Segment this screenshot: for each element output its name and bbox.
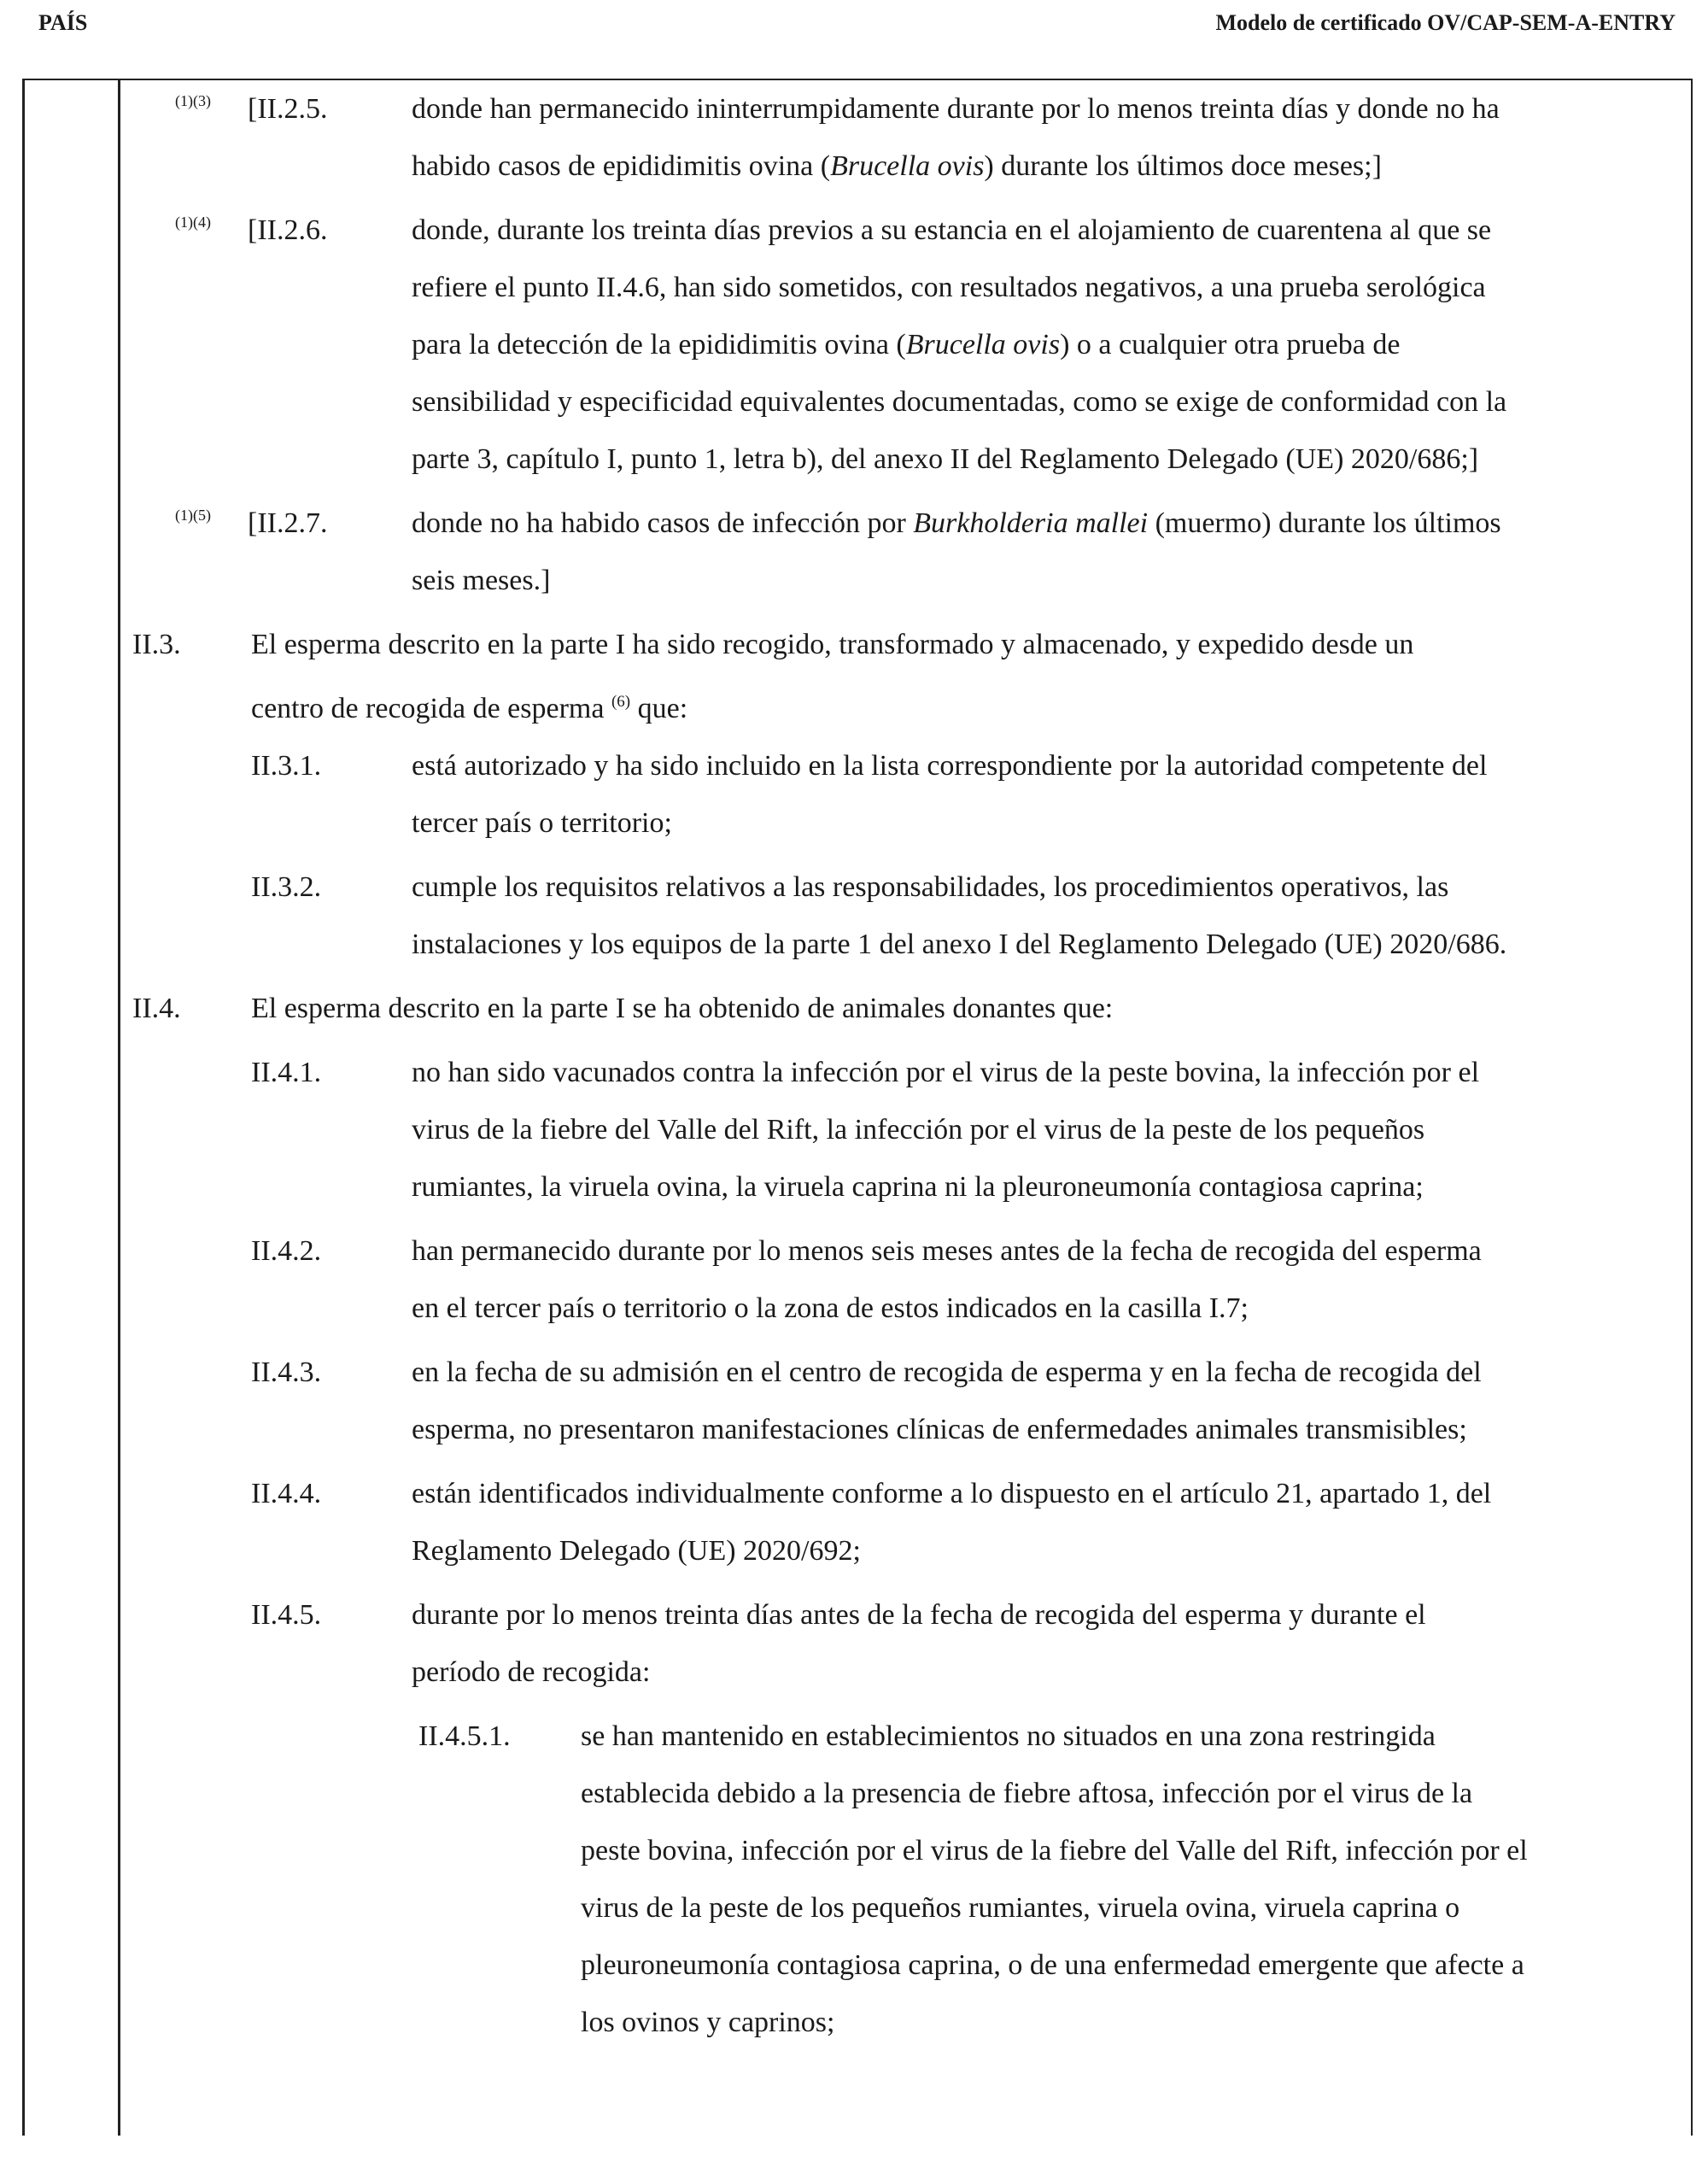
header-country: PAÍS (38, 10, 88, 35)
frame-right-rule (1691, 79, 1693, 2136)
text-line: parte 3, capítulo I, punto 1, letra b), del anexo II del Reglamento Delegado (UE) 2020/686;] (412, 443, 1479, 475)
frame-left-rule (22, 79, 25, 2136)
text-line: los ovinos y caprinos; (581, 2007, 835, 2038)
footnote-ref: (6) (611, 693, 631, 711)
text-line: esperma, no presentaron manifestaciones clínicas de enfermedades animales transmisibles; (412, 1414, 1467, 1445)
text-line: se han mantenido en establecimientos no situados en una zona restringida (581, 1720, 1436, 1752)
text-line: están identificados individualmente conforme a lo dispuesto en el artículo 21, apartado 1, del (412, 1478, 1492, 1509)
frame-top-rule (22, 79, 1693, 80)
text-line: peste bovina, infección por el virus de la fiebre del Valle del Rift, infección por el (581, 1835, 1528, 1866)
text-line: refiere el punto II.4.6, han sido sometidos, con resultados negativos, a una prueba serológica (412, 272, 1486, 303)
text-line: donde, durante los treinta días previos a su estancia en el alojamiento de cuarentena al que se (412, 214, 1492, 246)
text-line: El esperma descrito en la parte I ha sido recogido, transformado y almacenado, y expedido desde un (251, 629, 1414, 660)
point-number: II.4.3. (251, 1357, 322, 1388)
text-line: El esperma descrito en la parte I se ha obtenido de animales donantes que: (251, 993, 1114, 1024)
footnote-ref: (1)(4) (175, 214, 211, 231)
point-number: [II.2.6. (248, 214, 328, 246)
text-line: en la fecha de su admisión en el centro de recogida de esperma y en la fecha de recogida del (412, 1357, 1482, 1388)
point-number: II.4.4. (251, 1478, 322, 1509)
text-line: tercer país o territorio; (412, 807, 672, 839)
point-number: II.3. (132, 629, 181, 660)
point-number: [II.2.7. (248, 507, 328, 539)
text-line: virus de la fiebre del Valle del Rift, la infección por el virus de la peste de los pequeños (412, 1114, 1425, 1146)
text-line: seis meses.] (412, 565, 551, 596)
text-line: han permanecido durante por lo menos seis meses antes de la fecha de recogida del esperma (412, 1235, 1482, 1267)
text-line: está autorizado y ha sido incluido en la lista correspondiente por la autoridad competente del (412, 750, 1488, 782)
text-line: donde no ha habido casos de infección por Burkholderia mallei (muermo) durante los últimos (412, 507, 1501, 539)
text-line: durante por lo menos treinta días antes de la fecha de recogida del esperma y durante el (412, 1599, 1426, 1631)
text-line: no han sido vacunados contra la infección por el virus de la peste bovina, la infección por el (412, 1057, 1480, 1088)
text-line: sensibilidad y especificidad equivalentes documentadas, como se exige de conformidad con la (412, 386, 1507, 418)
footnote-ref: (1)(5) (175, 507, 211, 524)
text-line: pleuroneumonía contagiosa caprina, o de una enfermedad emergente que afecte a (581, 1949, 1524, 1981)
text-line: período de recogida: (412, 1656, 651, 1688)
text-line: donde han permanecido ininterrumpidamente durante por lo menos treinta días y donde no ha (412, 93, 1500, 125)
point-number: II.4.5. (251, 1599, 322, 1631)
point-number: [II.2.5. (248, 93, 328, 125)
text-line: virus de la peste de los pequeños rumiantes, viruela ovina, viruela caprina o (581, 1892, 1460, 1924)
point-number: II.4.2. (251, 1235, 322, 1267)
text-line: habido casos de epididimitis ovina (Brucella ovis) durante los últimos doce meses;] (412, 150, 1382, 182)
point-number: II.3.2. (251, 871, 322, 903)
text-line: Reglamento Delegado (UE) 2020/692; (412, 1535, 861, 1567)
text-line: en el tercer país o territorio o la zona de estos indicados en la casilla I.7; (412, 1292, 1249, 1324)
point-number: II.4. (132, 993, 181, 1024)
text-line: establecida debido a la presencia de fiebre aftosa, infección por el virus de la (581, 1778, 1473, 1809)
header-certificate-model: Modelo de certificado OV/CAP-SEM-A-ENTRY (1215, 10, 1676, 35)
text-line: rumiantes, la viruela ovina, la viruela caprina ni la pleuroneumonía contagiosa caprina; (412, 1171, 1424, 1203)
frame-inner-rule (118, 79, 120, 2136)
text-line: cumple los requisitos relativos a las responsabilidades, los procedimientos operativos, las (412, 871, 1449, 903)
text-line: instalaciones y los equipos de la parte 1 del anexo I del Reglamento Delegado (UE) 2020/686. (412, 929, 1507, 960)
footnote-ref: (1)(3) (175, 92, 211, 109)
text-line: para la detección de la epididimitis ovina (Brucella ovis) o a cualquier otra prueba de (412, 329, 1401, 360)
point-number: II.4.5.1. (418, 1720, 511, 1752)
point-number: II.4.1. (251, 1057, 322, 1088)
text-line: centro de recogida de esperma $^{(6)}$ que: (251, 693, 688, 724)
point-number: II.3.1. (251, 750, 322, 782)
